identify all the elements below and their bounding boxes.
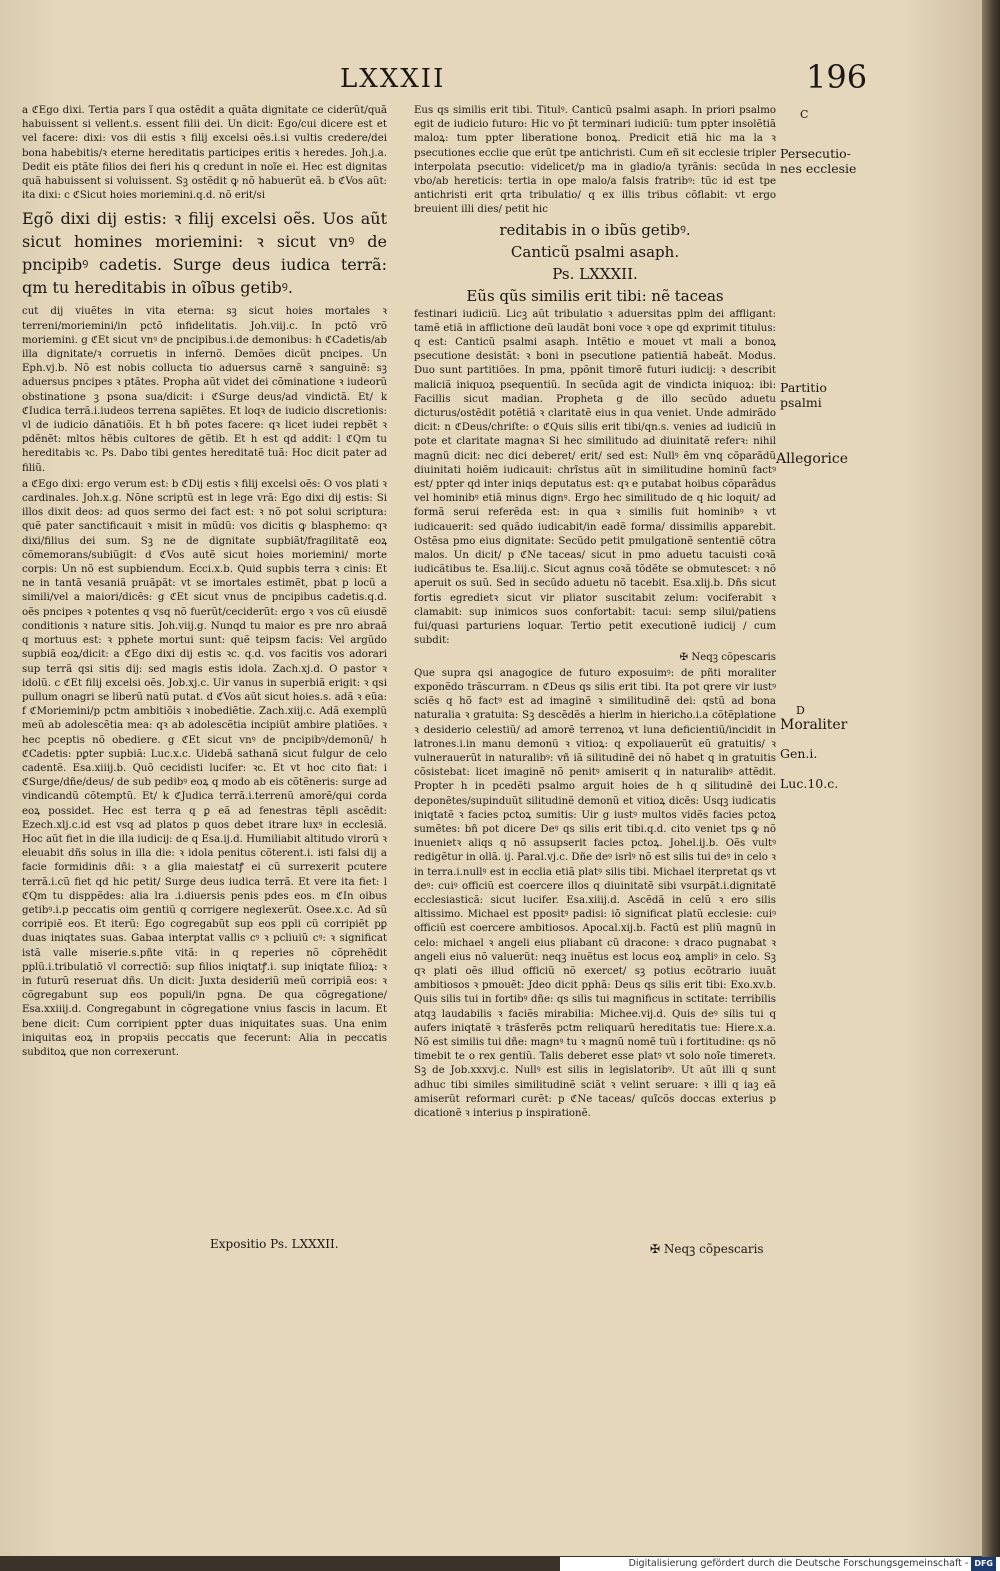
margin-note-persecutiones: Persecutio- nes ecclesie (780, 146, 857, 176)
right-column (414, 104, 776, 1254)
margin-letter-d: D (796, 704, 805, 717)
book-edge (982, 0, 1000, 1571)
psalm-title: Canticũ psalmi asaph. (510, 242, 680, 261)
left-inset-text: Egõ dixi dij estis: ꝛ filij excelsi oẽs. Uos aũt sicut homines moriemini: ꝛ sicut vnꝰ de pncipibꝰ cadetis. Surge deus iudica terrã: qm tu hereditabis in oĩbus getibꝰ. (22, 209, 387, 298)
margin-note-gen: Gen.i. (780, 746, 818, 761)
digitization-footer (560, 1557, 1000, 1571)
left-paragraph: a ℭEgo dixi. Tertia pars ĩ qua ostẽdit a quãta dignitate ce ciderũt/quã habuissent si vellent.s. essent filii dei. Un dicit: Ego/cui dicere est et vel facere: dixi: vos dii estis ꝛ filij excelsi oẽs.i.si vultis credere/dei bona habebitis/ꝛ eterne hereditatis participes eritis ꝛ heredes. Joh.j.a. Dedit eis ptãte filios dei fieri his q credunt in noĩe ei. Hec est dignitas quã habuissent si voluissent. Sꝫ ostẽdit ꝙ nõ habuerũt eã. b ℭVos aũt: ita dixi: c ℭSicut hoies moriemini.q.d. nõ erit/si (22, 105, 387, 202)
right-paragraph: Que supra qsi anagogice de futuro exposuimꝰ: de pñti moraliter exponẽdo trãscurram. n ℭDeus qs silis erit tibi. Ita pot qrere vir iustꝰ sciẽs q hõ factꝰ est ad imaginẽ ꝛ similitudinẽ dei: qstũ ad bona naturalia ꝛ gratuita: Sꝫ descẽdẽs a hierlm in hiericho.i.a cõtẽplatione ꝛ desiderio celestiũ/ ad amorẽ terrenoꝝ vt luna deficientiũ/incidit in latrones.i.in manu demonũ ꝛ vitioꝝ: q expoliauerũt eũ gratuitis/ ꝛ vulnerauerũt in naturalibꝰ: vñ iã silitudinẽ dei nõ habet q in gratuitis cõsistebat: licet imaginẽ nõ penitꝰ amiserit q in naturalibꝰ attẽdit. Propter h in pcedẽti psalmo arguit hoies de h q silitudinẽ dei deponẽtes/supinduũt silitudinẽ demonũ et vitioꝝ dicẽs: Usqꝫ iudicatis iniqtatẽ ꝛ facies pctoꝝ sumitis: Uir g iustꝰ multos vidẽs facies pctoꝝ sumẽtes: bñ pot dicere Deꝰ qs silis erit tibi.q.d. cito veniet tps ꝙ nõ inuenietꝛ aliqs q nõ assupserit facies pctoꝝ. Johel.ij.b. Oẽs vultꝰ redigẽtur in ollã. ij. Paral.vj.c. Dñe deꝰ isrlꝰ nõ est silis tui deꝰ in celo ꝛ in terra.i.nullꝰ est in ecclia etiã platꝰ silis tibi. Michael iterpretat qs vt deꝰ: cuiꝰ officiũ est coercere illos q diuinitatẽ sibi vsurpãt.i.dignitatẽ ecclesiasticã: sicut lucifer. Esa.xiiij.d. Ascẽdã in celũ ꝛ ero silis altissimo. Michael est ppositꝰ padisi: iõ significat platũ ecclesie: cuiꝰ officiũ est coercere ambitiosos. Apocal.xij.b. Factũ est pliũ magnũ in celo: michael ꝛ angeli eius pliabant cũ dracone: ꝛ draco pugnabat ꝛ angeli eius nõ valuerũt: neqꝫ inuẽtus est locus eoꝝ ampliꝰ in celo. Sꝫ qꝛ plati oẽs illud officiũ nõ exercet/ sꝫ potius ecõtrario iuuãt ambitiosos ꝛ pmouẽt: Jdeo dicit pphã: Deus qs silis erit tibi: Exo.xv.b. Quis silis tui in fortibꝰ dñe: qs silis tui magnificus in sctitate: terribilis atqꝫ laudabilis ꝛ faciẽs mirabilia: Michee.vij.d. Quis deꝰ silis tui q aufers iniqtatẽ ꝛ trãsferẽs pctm reliquarũ hereditatis tue: Hiere.x.a. Nõ est similis tui dñe: magnꝰ tu ꝛ magnũ nomẽ tuũ i fortitudine: qs nõ timebit te o rex gentiũ. Talis deberet esse platꝰ vt solo noĩe timeretꝛ. Sꝫ de Job.xxxvj.c. Nullꝰ est silis in legislatoribꝰ. Ut aũt illi q sunt adhuc tibi similes similitudinẽ sciãt ꝛ velint seruare: ꝛ illi q iaꝫ eã amiserũt reformari curẽt: p ℭNe taceas/ quĩcõs doccas exterius p dicationẽ ꝛ interius p inspirationẽ. (414, 667, 776, 1119)
dfg-logo: DFG (971, 1557, 996, 1571)
psalm-verse: Eũs qũs similis erit tibi: nẽ taceas (466, 286, 724, 305)
right-mid-catchword: ✠ Neqꝫ cõpescaris (679, 651, 776, 663)
right-paragraph: Eus qs similis erit tibi. Titulꝰ. Canticũ psalmi asaph. In priori psalmo egit de iudicio futuro: Hic vo p̄t terminari iudiciũ: tum ppter insolẽtiã maloꝝ: tum ppter liberatione bonoꝝ. Predicit etiã hic ma la ꝛ psecutiones ecclie que erũt tpe antichristi. Cum eñ sit ecclesie tripler interpolata psecutio: videlicet/p ma in gladio/a tyrãnis: secũda in vbo/ab hereticis: tertia in ope malo/a falsis fratribꝰ: tũc id est tpe antichristi erit qrta tribulatio/ q ex illis tribus cõflabit: vt ergo breuient illi dies/ petit hic (414, 105, 776, 216)
psalm-incipit: reditabis in o ibũs getibꝰ. (499, 220, 691, 239)
margin-letter-c: C (800, 108, 809, 121)
footer-text: Digitalisierung gefördert durch die Deutsche Forschungsgemeinschaft - (628, 1558, 969, 1569)
margin-note-moraliter: Moraliter (780, 717, 848, 733)
margin-note-luc: Luc.10.c. (780, 776, 839, 791)
folio-number: 196 (806, 58, 868, 96)
margin-note-allegorice: Allegorice (776, 451, 849, 467)
running-header: LXXXII (340, 64, 446, 94)
left-column (22, 104, 387, 1244)
psalm-number: Ps. LXXXII. (552, 264, 638, 283)
margin-note-partitio: Partitio psalmi (780, 380, 827, 410)
right-catchword: ✠ Neqꝫ cõpescaris (650, 1242, 764, 1256)
left-paragraph: cut dij viuẽtes in vita eterna: sꝫ sicut hoies mortales ꝛ terreni/moriemini/in pctõ infidelitatis. Joh.viij.c. In pctõ vrõ moriemini. g ℭEt sicut vnꝰ de pncipibus.i.de demonibus: h ℭCadetis/ab illa dignitate/ꝛ corruetis in infernõ. Demões dicũt pncipes. Un Eph.vj.b. Nõ est nobis collucta tio aduersus carnẽ ꝛ sanguinẽ: sꝫ aduersus pncipes ꝛ ptãtes. Propha aũt videt dei cõminatione ꝛ iudeorũ obstinatione ꝫ psona sua/dicit: i ℭSurge deus/ad vindictã. Et/ k ℭIudica terrã.i.iudeos terrena sapiẽtes. Et loqꝛ de iudicio discretionis: vl de iudicio dãnatiõis. Et h bñ potes facere: qꝛ licet iudei repbẽt ꝛ pdẽnẽt: mltos hẽbis cultores de gẽtib. Et h est qd addit: l ℭQm tu hereditabis ꝛc. Ps. Dabo tibi gentes hereditatẽ tuã: Hoc dicit pater ad filiũ. (22, 306, 387, 474)
left-catchword: Expositio Ps. LXXXII. (210, 1237, 339, 1251)
left-paragraph: a ℭEgo dixi: ergo verum est: b ℭDij estis ꝛ filij excelsi oẽs: O vos plati ꝛ cardinales. Joh.x.g. Nõne scriptũ est in lege vrã: Ego dixi dij estis: Si illos dixit deos: ad quos sermo dei fact est: ꝛ nõ pot solui scriptura: quẽ pater sanctificauit ꝛ misit in mũdũ: vos dicitis ꝙ blasphemo: qꝛ dixi/filius dei sum. Sꝫ ne de dignitate supbiãt/fragilitatẽ eoꝝ cõmemorans/subiũgit: d ℭVos autẽ sicut hoies moriemini/ morte corpis: Un nõ est supbiendum. Ecci.x.b. Quid supbis terra ꝛ cinis: Et ne in tantã vesaniã pruãpãt: vt se imortales estimẽt, pbat p locũ a simili/vel a maiori/dicẽs: g ℭEt sicut vnus de pncipibus cadetis.q.d. oẽs pncipes ꝛ potentes q vsq nõ fuerũt/ceciderũt: ergo ꝛ vos cũ eiusdẽ conditionis ꝛ nature sitis. Joh.viij.g. Nunqd tu maior es pre nro abraã q mortuus est: ꝛ pphete mortui sunt: quẽ teipsm facis: Vel argũdo supbiã eoꝝ/dicit: a ℭEgo dixi dij estis ꝛc. q.d. vos facitis vos adorari sup terrã qsi sitis dij: sed magis estis idola. Zach.xj.d. O pastor ꝛ idolũ. c ℭEt filij excelsi oẽs. Job.xj.c. Uir vanus in superbiã erigit: ꝛ qsi pullum onagri se liberũ natũ putat. d ℭVos aũt sicut hoies.s. adã ꝛ eũa: f ℭMoriemini/p pctm ambitiõis ꝛ inobediẽtie. Zach.xiij.c. Adã exemplũ meũ ab adolescẽtia mea: qꝛ ab adolescẽtia incipiũt ambire platiões. ꝛ hec pceptis nõ obediere. g ℭEt sicut vnꝰ de pncipibꝰ/demonũ/ h ℭCadetis: pꝑter supbiã: Luc.x.c. Uidebã sathanã sicut fulgur de celo cadentẽ. Esa.xiiij.b. Quõ cecidisti lucifer: ꝛc. Et vt hoc cito fiat: i ℭSurge/dñe/deus/ de sub pedibꝰ eoꝝ q modo ab eis cõtẽneris: surge ad vindicandũ cõtemptũ. Et/ k ℭJudica terrã.i.terrenũ amorẽ/qui corda eoꝝ possidet. Hec est terra q ꝑ eã ad fenestras tẽpli ascẽdit: Ezech.xlj.c.id est vsq ad platos p quos debet itrare luxꝰ in ecclesiã. Hoc aũt fiet in die illa iudicij: de q Esa.ij.d. Humiliabit altitudo virorũ ꝛ eleuabit dñs solus in illa die: ꝛ idola penitus cõterent.i. isti falsi dij a facie formidinis dñi: ꝛ a glia maiestatꝭ ei cũ surrexerit pcutere terrã.i.cũ fiet qd hic petit/ Surge deus iudica terrã. Et vere ita fiet: l ℭQm tu disppẽdes: alia lra .i.diuersis penis pdes eos. m ℭIn oibus getibꝰ.i.p peccatis oim gentiũ q corrigere neglexerũt. Osee.x.c. Ad sũ corripiẽ eos. Et iterũ: Ego cogregabũt sup eos ppli cũ corripiẽt pꝑ duas iniqtates suas. Gabaa interptat vallis cꝰ ꝛ pcliuiũ cꝰ: ꝛ significat istã valle miserie.s.pñte vitã: in q reperies nõ cõprehẽdit pplũ.i.tribulatiõ vl correctiõ: sup filios iniqtatꝭ.i. sup iniqtate filioꝝ: ꝛ in futurũ reseruat dñs. Un dicit: Juxta desideriũ meũ corripiã eos: ꝛ cõgregabunt sup eos populi/in pgna. De qua cõgregatione/ Esa.xxiiij.d. Congregabunt in cõgregatione vnius fascis in lacum. Et bene dicit: Cum corripient pꝑter duas iniquitates suas. Una enim iniquitas eoꝝ in propꝛiis peccatis que fecerunt: Alia in peccatis subditoꝝ que non correxerunt. (22, 478, 387, 1058)
right-paragraph: festinari iudiciũ. Licꝫ aũt tribulatio ꝛ aduersitas pplm dei affligant: tamẽ etiã in afflictione deũ laudãt boni voce ꝛ ope qd exprimit titulus: q est: Canticũ psalmi asaph. Intẽtio e mouet vt mali a bonoꝝ psecutione desistãt: ꝛ boni in psecutione patientiã habeãt. Modus. Duo sunt partitiões. In pma, ppõnit timorẽ futuri iudicij: ꝛ describit maliciã iniquoꝝ psequentiũ. In secũda agit de vindicta iniquoꝝ: ibi: Facillis sicut madian. Propheta g de illo secũdo aduetu dicturus/ostẽdit potẽtiã ꝛ claritatẽ eius in qua veniet. Unde admirãdo dicit: n ℭDeus/chriſte: o ℭQuis silis erit tibi/qn.s. venies ad iudiciũ in pote et claritate magnaꝛ Si hec similitudo ad diuinitatẽ referꝛ: nihil magnũ dicit: nec dici deberet/ erit/ sed est: Nullꝰ ẽm vnq cõparãdũ diuinitati hoiẽm iudicauit: chrĩstus aũt in similitudine hominũ factꝰ est/ ppter qd inter iniqs deputatus est: qꝛ e putabat hoibus cõparãdus vel hominibꝰ etiã minus dignꝰ. Ergo hec similitudo de q hic loquit/ ad formã serui referẽda est: in qua ꝛ similis fuit hominibꝰ ꝛ vt iudicauerit: sed quãdo iudicabit/in eadẽ forma/ dissimilis apparebit. Ostẽsa pmo eius dignitate: Secũdo petit pmulgationẽ sententiẽ cõtra malos. Un dicit/ p ℭNe taceas/ sicut in pmo aduetu tacuisti coꝛã iudicãtibus te. Esa.liij.c. Sicut agnus coꝛã tõdẽte se obmutescet: ꝛ nõ aperuit os suũ. Sed in secũdo aduetu nõ tacebit. Esa.xlij.b. Dñs sicut fortis egredietꝛ sicut vir pliator suscitabit zelum: vociferabit ꝛ clamabit: sup inimicos suos confortabit: tacui: semp silui/patiens fui/quasi parturiens loquar. Tertio petit executionẽ iudicij / cum subdit: (414, 308, 776, 647)
